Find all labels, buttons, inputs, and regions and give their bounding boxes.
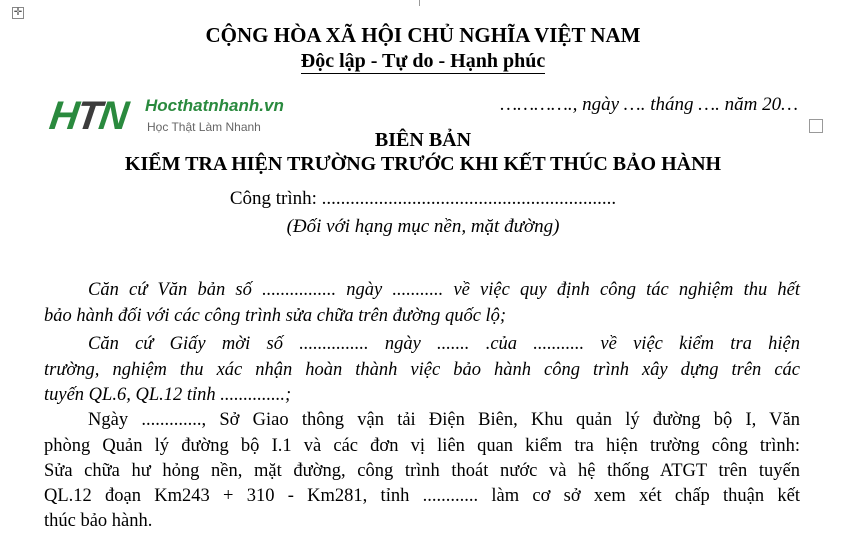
- nation-heading: CỘNG HÒA XÃ HỘI CHỦ NGHĨA VIỆT NAM: [205, 23, 641, 47]
- paragraph-line: tuyến QL.6, QL.12 tỉnh ..............;: [44, 385, 292, 405]
- paragraph-line: thúc bảo hành.: [44, 511, 153, 531]
- paragraph-line: Ngày ............., Sở Giao thông vận tải Điện Biên, Khu quản lý đường bộ I, Văn: [88, 410, 800, 430]
- logo-mark: HTN: [46, 94, 130, 138]
- table-move-handle-icon[interactable]: ✛: [13, 7, 23, 18]
- motto: [0, 50, 846, 73]
- paragraph-line: Sửa chữa hư hỏng nền, mặt đường, công trình thoát nước và hệ thống ATGT trên tuyến: [44, 461, 800, 481]
- paragraph-line: QL.12 đoạn Km243 + 310 - Km281, tỉnh ............ làm cơ sở xem xét chấp thuận kết: [44, 486, 800, 506]
- paragraph-line: Căn cứ Giấy mời số ............... ngày ....... .của ........... về việc kiểm tra hiện: [88, 334, 800, 354]
- date-line: …………., ngày …. tháng …. năm 20…: [500, 94, 798, 115]
- scope-line: (Đối với hạng mục nền, mặt đường): [286, 216, 560, 237]
- paragraph-line: phòng Quản lý đường bộ I.1 và các đơn vị liên quan kiểm tra hiện trường công trình:: [44, 436, 800, 456]
- paragraph-line: Căn cứ Văn bản số ................ ngày ........... về việc quy định công tác nghiệm thu hết: [88, 280, 800, 300]
- paragraph-line: trường, nghiệm thu xác nhận hoàn thành việc bảo hành công trình xây dựng trên các: [44, 360, 800, 380]
- document-subtitle: KIỂM TRA HIỆN TRƯỜNG TRƯỚC KHI KẾT THÚC BẢO HÀNH: [124, 153, 722, 175]
- logo-tagline: Học Thật Làm Nhanh: [147, 120, 261, 134]
- motto-text: Độc lập - Tự do - Hạnh phúc: [300, 50, 546, 72]
- paragraph-line: bảo hành đối với các công trình sửa chữa trên đường quốc lộ;: [44, 306, 507, 326]
- document-title: BIÊN BẢN: [374, 129, 472, 151]
- logo-site: Hocthatnhanh.vn: [145, 96, 284, 115]
- project-line: Công trình: ..............................................................: [229, 188, 617, 209]
- text-cursor: [419, 0, 420, 6]
